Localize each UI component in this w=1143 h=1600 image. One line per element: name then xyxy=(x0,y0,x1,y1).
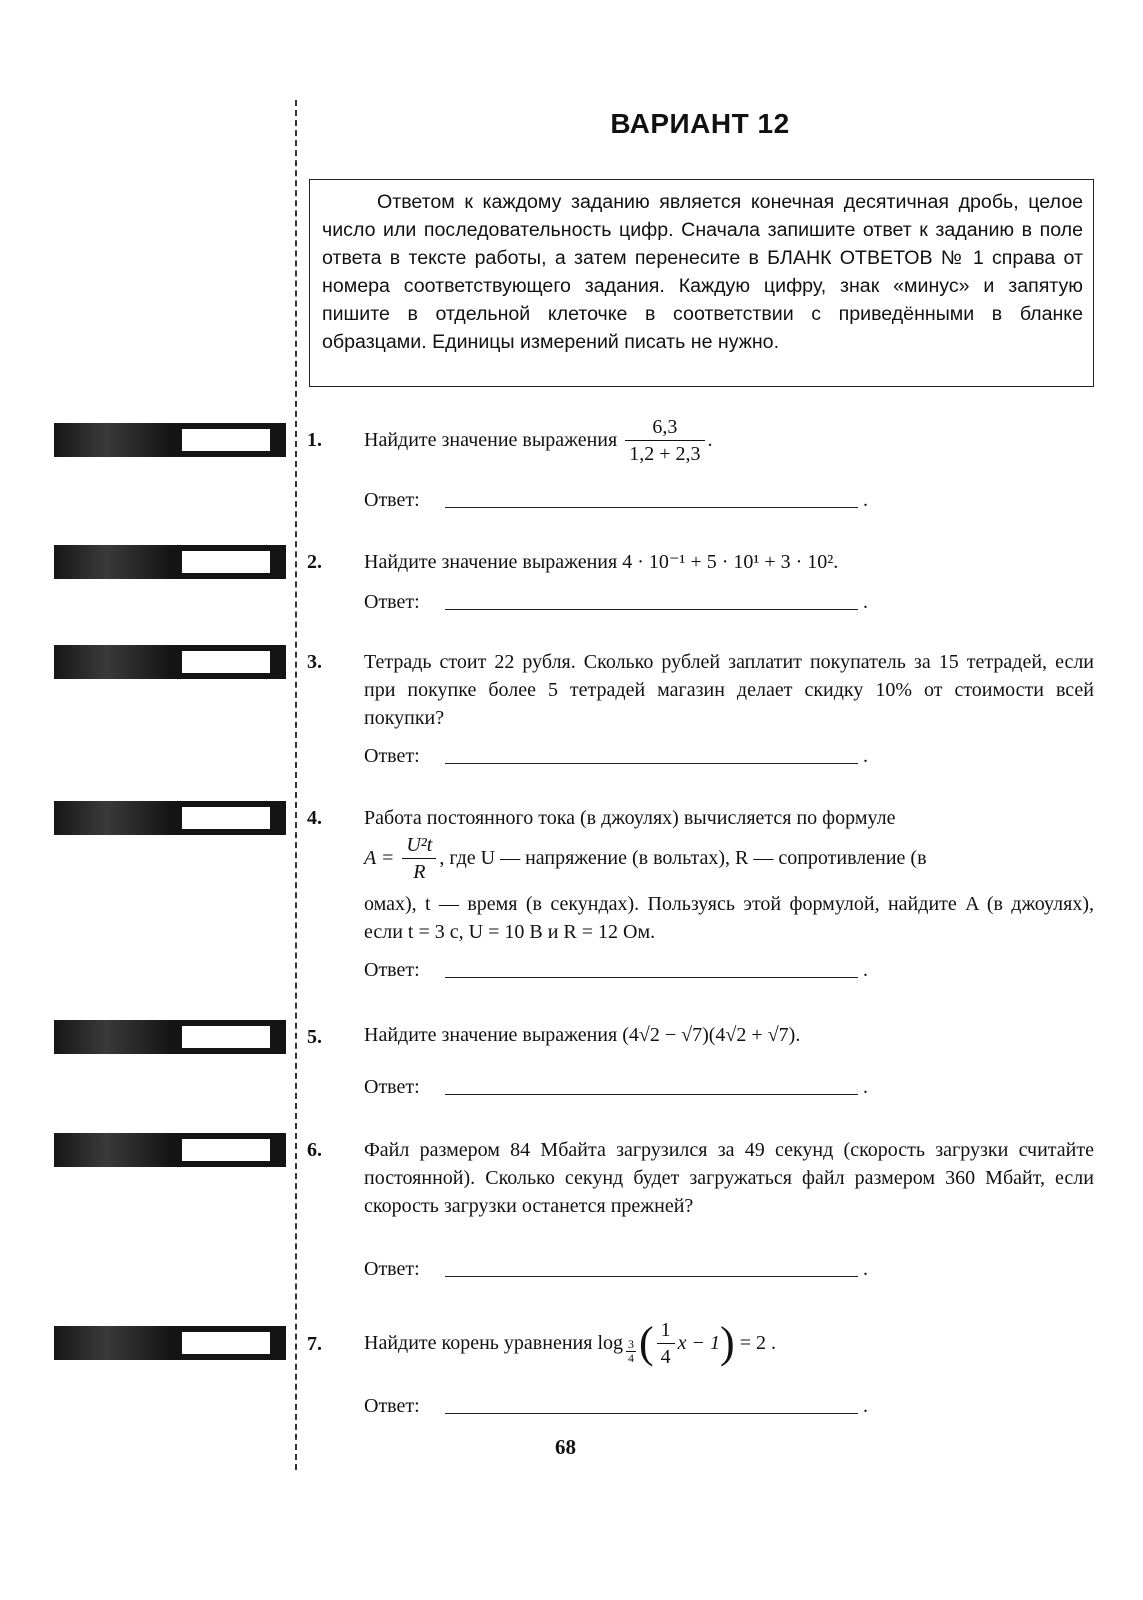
answer-line[interactable]: Ответ: . xyxy=(364,1076,868,1098)
page-number: 68 xyxy=(555,1435,576,1459)
question-7-text: Найдите корень уравнения log $\frac{3}{4}$ ( $\frac{1}{4}$ x − 1) = 2 . xyxy=(364,1318,776,1368)
answer-marker-4 xyxy=(54,801,286,835)
question-number: 4. xyxy=(307,807,322,829)
variant-title: ВАРИАНТ 12 xyxy=(610,108,790,139)
answer-marker-5 xyxy=(54,1020,286,1054)
answer-line[interactable]: Ответ: . xyxy=(364,1395,868,1417)
instructions-box: Ответом к каждому заданию является конечная десятичная дробь, целое число или последовательность цифр. Сначала запишите ответ к заданию в поле ответа в тексте работы, а затем перенесите в БЛАНК ОТВЕТОВ № 1 справа от номера соответствующего задания. Каждую цифру, знак «минус» и запятую пишите в отдельной клеточке в соответствии с приведёнными в бланке образцами. Единицы измерений писать не нужно. xyxy=(309,179,1094,387)
answer-line[interactable]: Ответ: . xyxy=(364,489,868,511)
answer-marker-6 xyxy=(54,1133,286,1167)
question-number: 6. xyxy=(307,1139,322,1161)
answer-line[interactable]: Ответ: . xyxy=(364,959,868,981)
question-number: 1. xyxy=(307,429,322,451)
formula-fraction: $\frac{\text{U²t}}{R}$ xyxy=(402,833,436,884)
question-number: 3. xyxy=(307,651,322,673)
question-2-text: Найдите значение выражения 4 · 10⁻¹ + 5 · 10¹ + 3 · 10². xyxy=(364,551,839,573)
question-1-text: Найдите значение выражения $\frac{6,3}{1,2 + 2,3}$ . xyxy=(364,416,713,465)
answer-marker-1 xyxy=(54,423,286,457)
answer-line[interactable]: Ответ: . xyxy=(364,591,868,613)
log-base: $\frac{3}{4}$ xyxy=(628,1337,634,1366)
answer-marker-3 xyxy=(54,645,286,679)
question-3-text: Тетрадь стоит 22 рубля. Сколько рублей заплатит покупатель за 15 тетрадей, если при покупке более 5 тетрадей магазин делает скидку 10% от стоимости всей покупки? xyxy=(364,651,1094,729)
question-6-text: Файл размером 84 Мбайта загрузился за 49 секунд (скорость загрузки считайте постоянной). Сколько секунд будет загружаться файл размером 360 Мбайт, если скорость загрузки останется прежней? xyxy=(364,1139,1094,1217)
question-4-formula: A = $\frac{\text{U²t}}{R}$ , где U — напряжение (в вольтах), R — сопротивление (в xyxy=(364,834,927,883)
answer-line[interactable]: Ответ: . xyxy=(364,1258,868,1280)
question-number: 7. xyxy=(307,1333,322,1355)
question-number: 5. xyxy=(307,1026,322,1048)
question-4-line1: Работа постоянного тока (в джоулях) вычисляется по формуле xyxy=(364,807,896,829)
inner-fraction: $\frac{1}{4}$ xyxy=(657,1318,675,1369)
fraction: $\frac{6,3}{1,2 + 2,3}$ xyxy=(625,415,704,466)
question-number: 2. xyxy=(307,551,322,573)
question-4-line3: омах), t — время (в секундах). Пользуясь этой формулой, найдите A (в джоулях), если t = 3 с, U = 10 В и R = 12 Ом. xyxy=(364,893,1094,943)
cut-line xyxy=(295,100,297,1470)
answer-marker-7 xyxy=(54,1326,286,1360)
answer-marker-2 xyxy=(54,545,286,579)
question-5-text: Найдите значение выражения (4√2 − √7)(4√2 + √7). xyxy=(364,1024,801,1046)
answer-line[interactable]: Ответ: . xyxy=(364,745,868,767)
